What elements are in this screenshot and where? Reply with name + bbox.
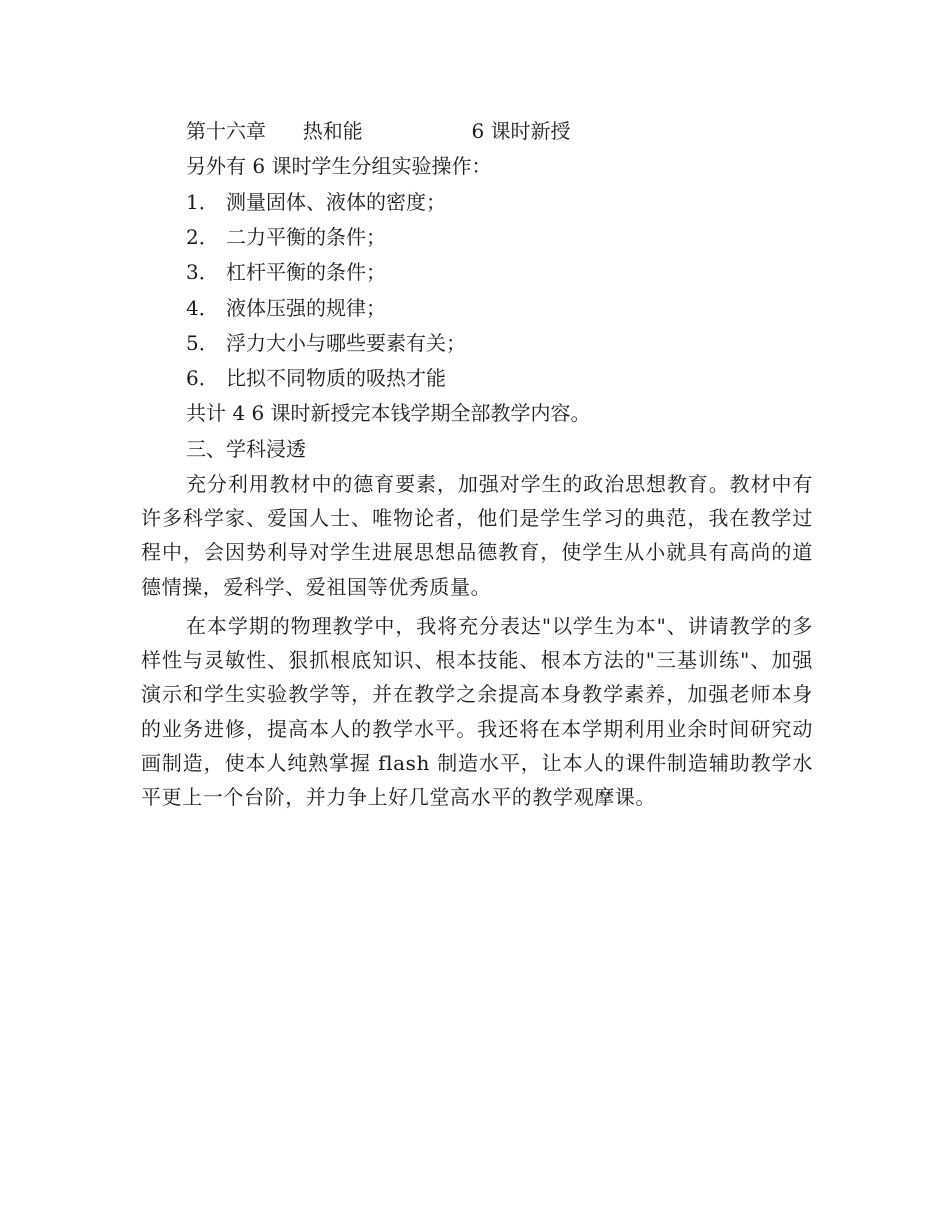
chapter-line (186, 119, 571, 143)
experiment-number: 3． (186, 260, 219, 284)
experiment-number: 4． (186, 296, 219, 320)
experiments-intro: 另外有 6 课时学生分组实验操作： (186, 154, 492, 178)
paragraph-teaching-plan: 在本学期的物理教学中，我将充分表达"以学生为本"、讲请教学的多样性与灵敏性、狠抓根底知识、根本技能、根本方法的"三基训练"、加强演示和学生实验教学等，并在教学之余提高本身教学素养，加强老师本身的业务进修，提高本人的教学水平。我还将在本学期利用业余时间研究动画制造，使本人纯熟掌握 flash 制造水平，让本人的课件制造辅助教学水平更上一个台阶，并力争上好几堂高水平的教学观摩课。 (141, 614, 813, 810)
experiment-text: 比拟不同物质的吸热才能 (226, 366, 446, 390)
experiment-text: 浮力大小与哪些要素有关； (226, 331, 466, 355)
experiment-text: 二力平衡的条件； (226, 225, 386, 249)
experiment-number: 6． (186, 366, 219, 390)
experiment-item (186, 296, 386, 320)
experiment-item (186, 225, 386, 249)
section-heading: 三、学科浸透 (186, 437, 306, 461)
chapter-number: 第十六章 (186, 119, 266, 143)
experiment-item (186, 331, 466, 355)
chapter-title: 热和能 (302, 119, 363, 143)
experiment-number: 5． (186, 331, 219, 355)
experiment-item (186, 190, 446, 214)
experiment-text: 测量固体、液体的密度； (226, 190, 446, 214)
experiment-item (186, 260, 386, 284)
experiment-number: 2． (186, 225, 219, 249)
chapter-hours: 6 课时新授 (471, 119, 571, 143)
experiment-number: 1． (186, 190, 219, 214)
experiment-text: 杠杆平衡的条件； (226, 260, 386, 284)
paragraph-moral-education: 充分利用教材中的德育要素，加强对学生的政治思想教育。教材中有许多科学家、爱国人士、唯物论者，他们是学生学习的典范，我在教学过程中，会因势利导对学生进展思想品德教育，使学生从小就具有高尚的道德情操，爱科学、爱祖国等优秀质量。 (141, 472, 813, 599)
experiment-text: 液体压强的规律； (226, 296, 386, 320)
experiment-item (186, 366, 446, 390)
total-hours-line: 共计 4 6 课时新授完本钱学期全部教学内容。 (186, 401, 591, 425)
